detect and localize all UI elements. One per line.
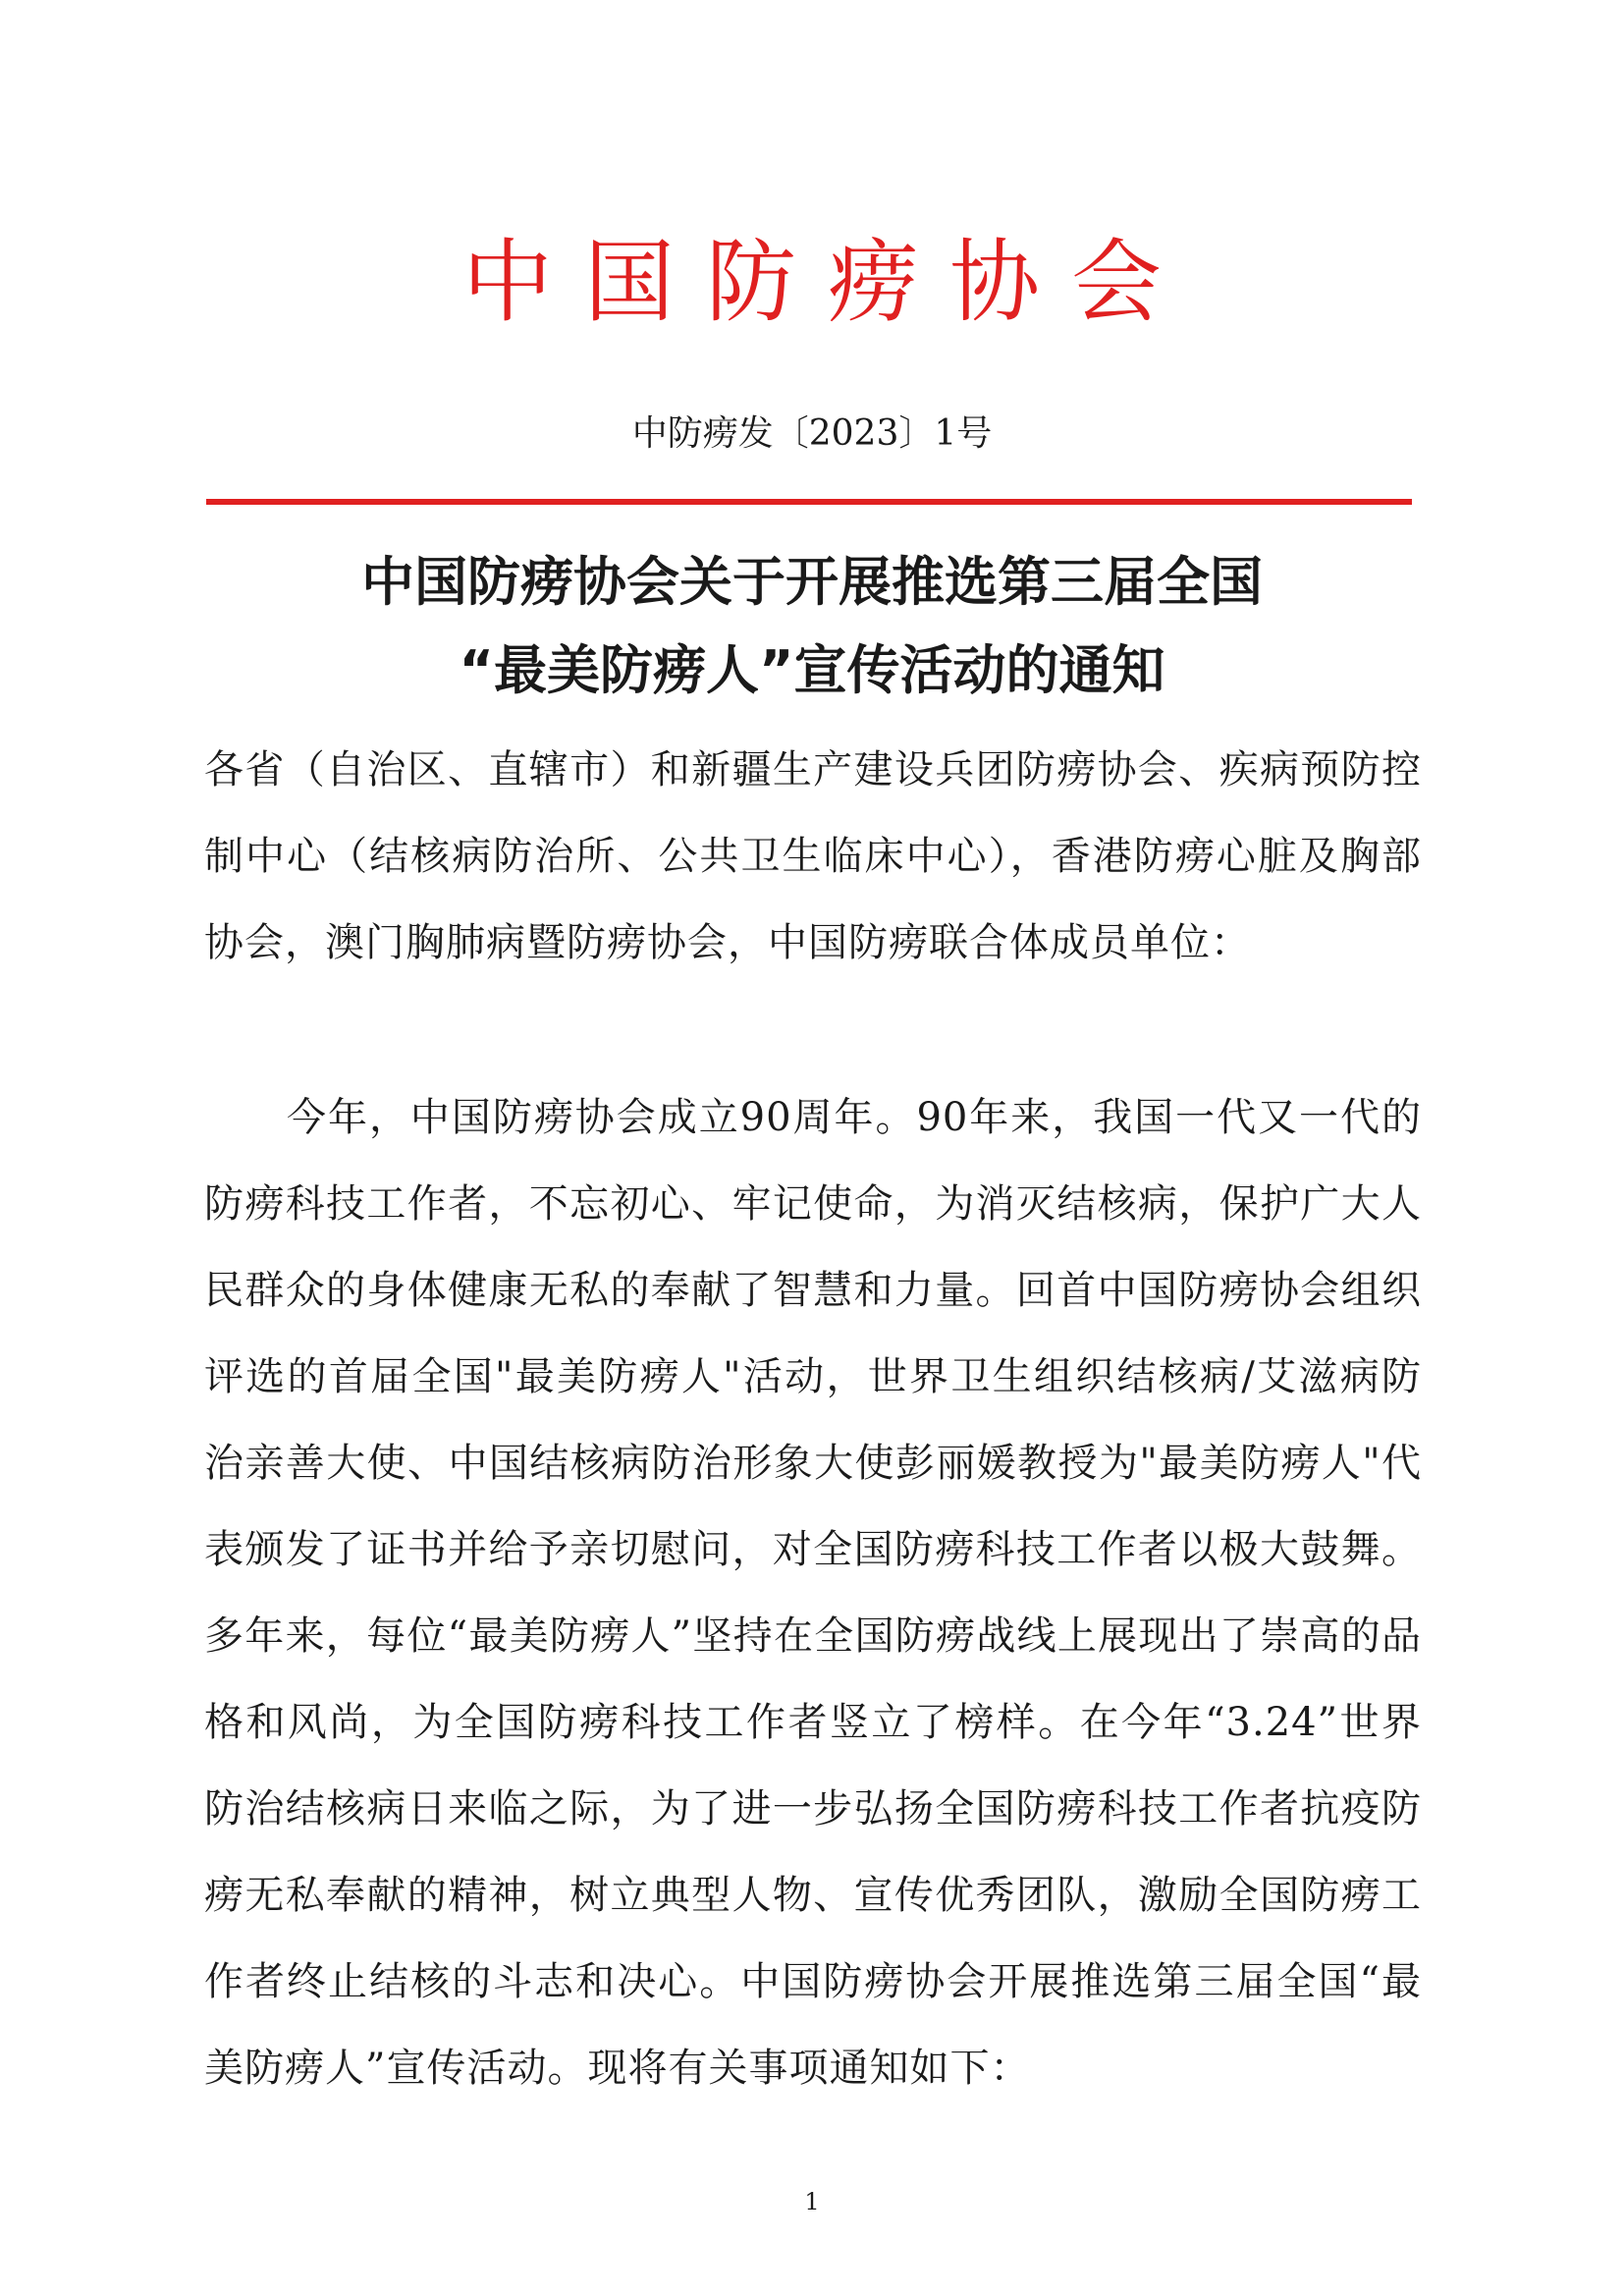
red-divider-line [206,499,1412,505]
title-line-2: “最美防痨人”宣传活动的通知 [459,639,1165,701]
document-title [0,538,1624,715]
addressee-paragraph: 各省（自治区、直辖市）和新疆生产建设兵团防痨协会、疾病预防控制中心（结核病防治所、公共卫生临床中心），香港防痨心脏及胸部协会，澳门胸肺病暨防痨协会，中国防痨联合体成员单位： [204,747,1422,965]
document-number: 中防痨发〔2023〕1号 [631,413,993,454]
body-paragraph: 今年，中国防痨协会成立90周年。90年来，我国一代又一代的防痨科技工作者，不忘初心、牢记使命，为消灭结核病，保护广大人民群众的身体健康无私的奉献了智慧和力量。回首中国防痨协会组织评选的首届全国"最美防痨人"活动，世界卫生组织结核病/艾滋病防治亲善大使、中国结核病防治形象大使彭丽媛教授为"最美防痨人"代表颁发了证书并给予亲切慰问，对全国防痨科技工作者以极大鼓舞。多年来，每位“最美防痨人”坚持在全国防痨战线上展现出了崇高的品格和风尚，为全国防痨科技工作者竖立了榜样。在今年“3.24”世界防治结核病日来临之际，为了进一步弘扬全国防痨科技工作者抗疫防痨无私奉献的精神，树立典型人物、宣传优秀团队，激励全国防痨工作者终止结核的斗志和决心。中国防痨协会开展推选第三届全国“最美防痨人”宣传活动。现将有关事项通知如下： [204,1095,1422,2091]
page-number: 1 [804,2188,820,2215]
organization-header: 中国防痨协会 [461,230,1193,335]
title-line-1: 中国防痨协会关于开展推选第三届全国 [361,551,1263,613]
